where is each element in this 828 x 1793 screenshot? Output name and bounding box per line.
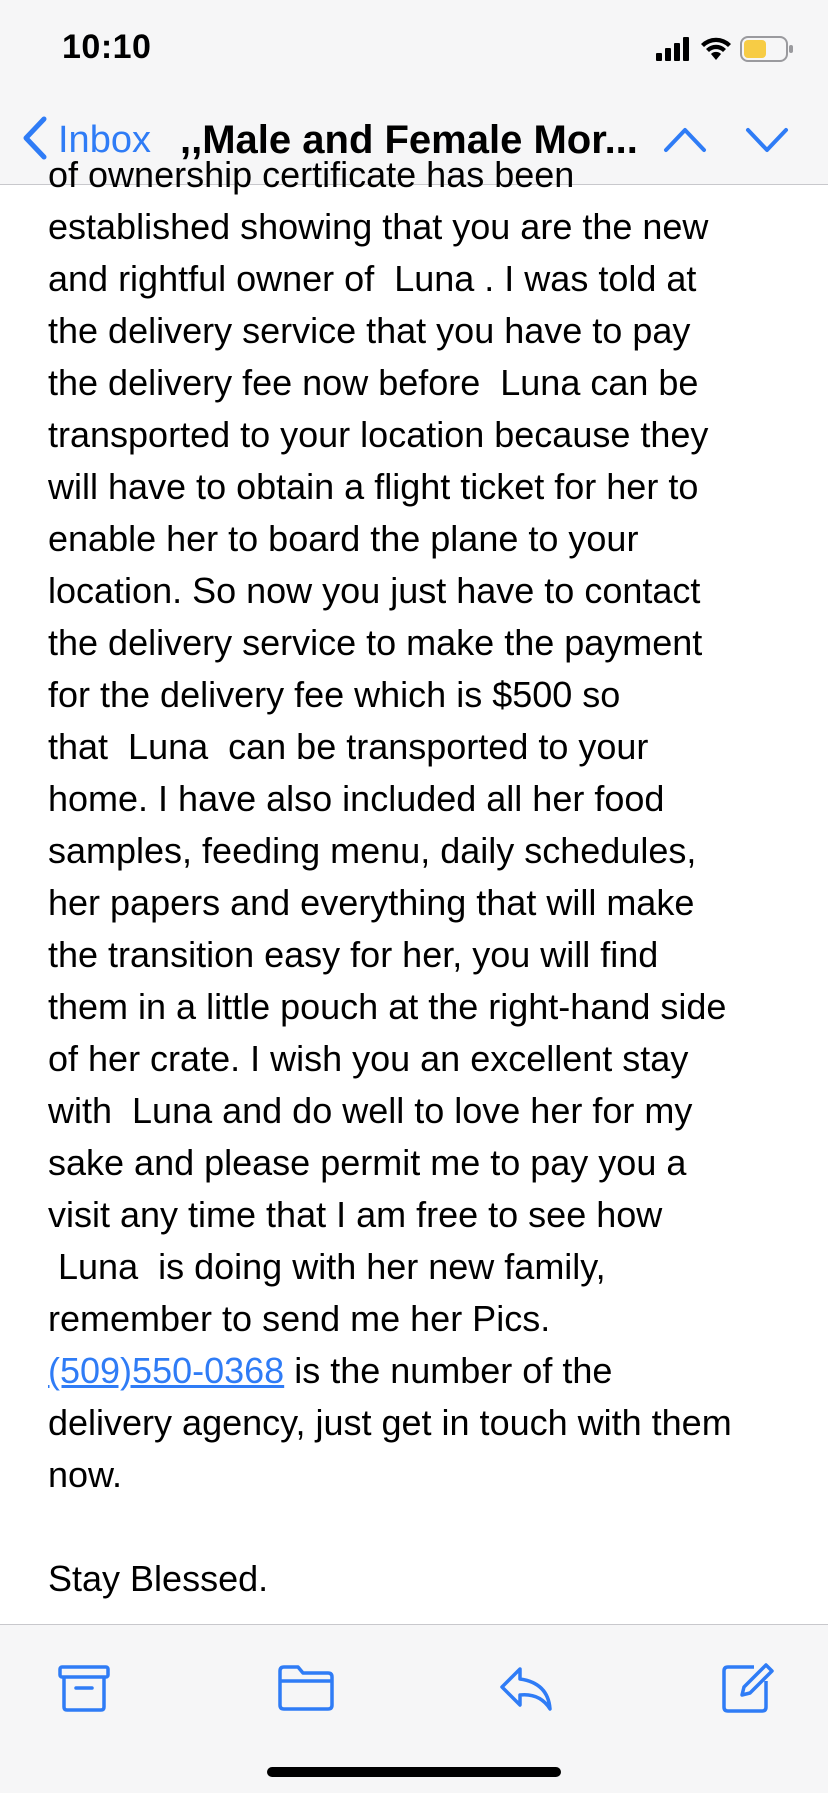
message-line: now. [48,1454,123,1495]
message-line: of ownership certificate has been [48,154,575,195]
move-to-folder-button[interactable] [274,1657,338,1717]
message-line: and rightful owner of Luna . I was told at [48,258,697,299]
battery-low-icon [740,36,794,67]
message-line: with Luna and do well to love her for my [48,1090,693,1131]
status-icons [656,36,794,66]
message-line: that Luna can be transported to your [48,726,649,767]
phone-number-link[interactable]: (509)550-0368 [48,1350,285,1391]
reply-icon [496,1704,556,1721]
message-line: transported to your location because they [48,414,709,455]
message-line: delivery agency, just get in touch with them [48,1402,732,1443]
message-line: the delivery service that you have to pay [48,310,691,351]
message-line-with-phone [48,1345,788,1397]
back-button-label: Inbox [58,118,151,161]
wifi-icon [700,36,732,67]
message-line: remember to send me her Pics. [48,1298,551,1339]
folder-icon [274,1704,338,1721]
bottom-toolbar [0,1624,828,1793]
message-line: home. I have also included all her food [48,778,665,819]
message-line: location. So now you just have to contact [48,570,701,611]
signoff-line: Stay Blessed. [48,1558,269,1599]
compose-icon [716,1704,776,1721]
message-line: them in a little pouch at the right-hand side [48,986,727,1027]
message-line: visit any time that I am free to see how [48,1194,663,1235]
phone-line-text: is the number of the [284,1350,613,1391]
compose-button[interactable] [716,1657,776,1717]
message-line: sake and please permit me to pay you a [48,1142,687,1183]
message-line: established showing that you are the new [48,206,709,247]
message-line: the transition easy for her, you will find [48,934,659,975]
message-line: her papers and everything that will make [48,882,695,923]
archive-button[interactable] [54,1657,114,1717]
message-line: for the delivery fee which is $500 so [48,674,621,715]
chevron-left-icon [20,115,50,166]
message-line: the delivery fee now before Luna can be [48,362,699,403]
message-body[interactable] [0,154,828,1625]
archive-icon [54,1704,114,1721]
message-line: of her crate. I wish you an excellent stay [48,1038,689,1079]
status-bar [0,0,828,100]
message-line: enable her to board the plane to your [48,518,639,559]
message-line: samples, feeding menu, daily schedules, [48,830,697,871]
email-subject-title: ,,Male and Female Mor... [180,118,638,162]
message-line: the delivery service to make the payment [48,622,703,663]
cellular-signal-icon [656,37,692,66]
reply-button[interactable] [496,1657,556,1717]
message-line: Luna is doing with her new family, [48,1246,606,1287]
message-text [48,149,788,1605]
home-indicator[interactable] [267,1767,561,1777]
status-time: 10:10 [62,28,152,66]
message-line: will have to obtain a flight ticket for her to [48,466,699,507]
